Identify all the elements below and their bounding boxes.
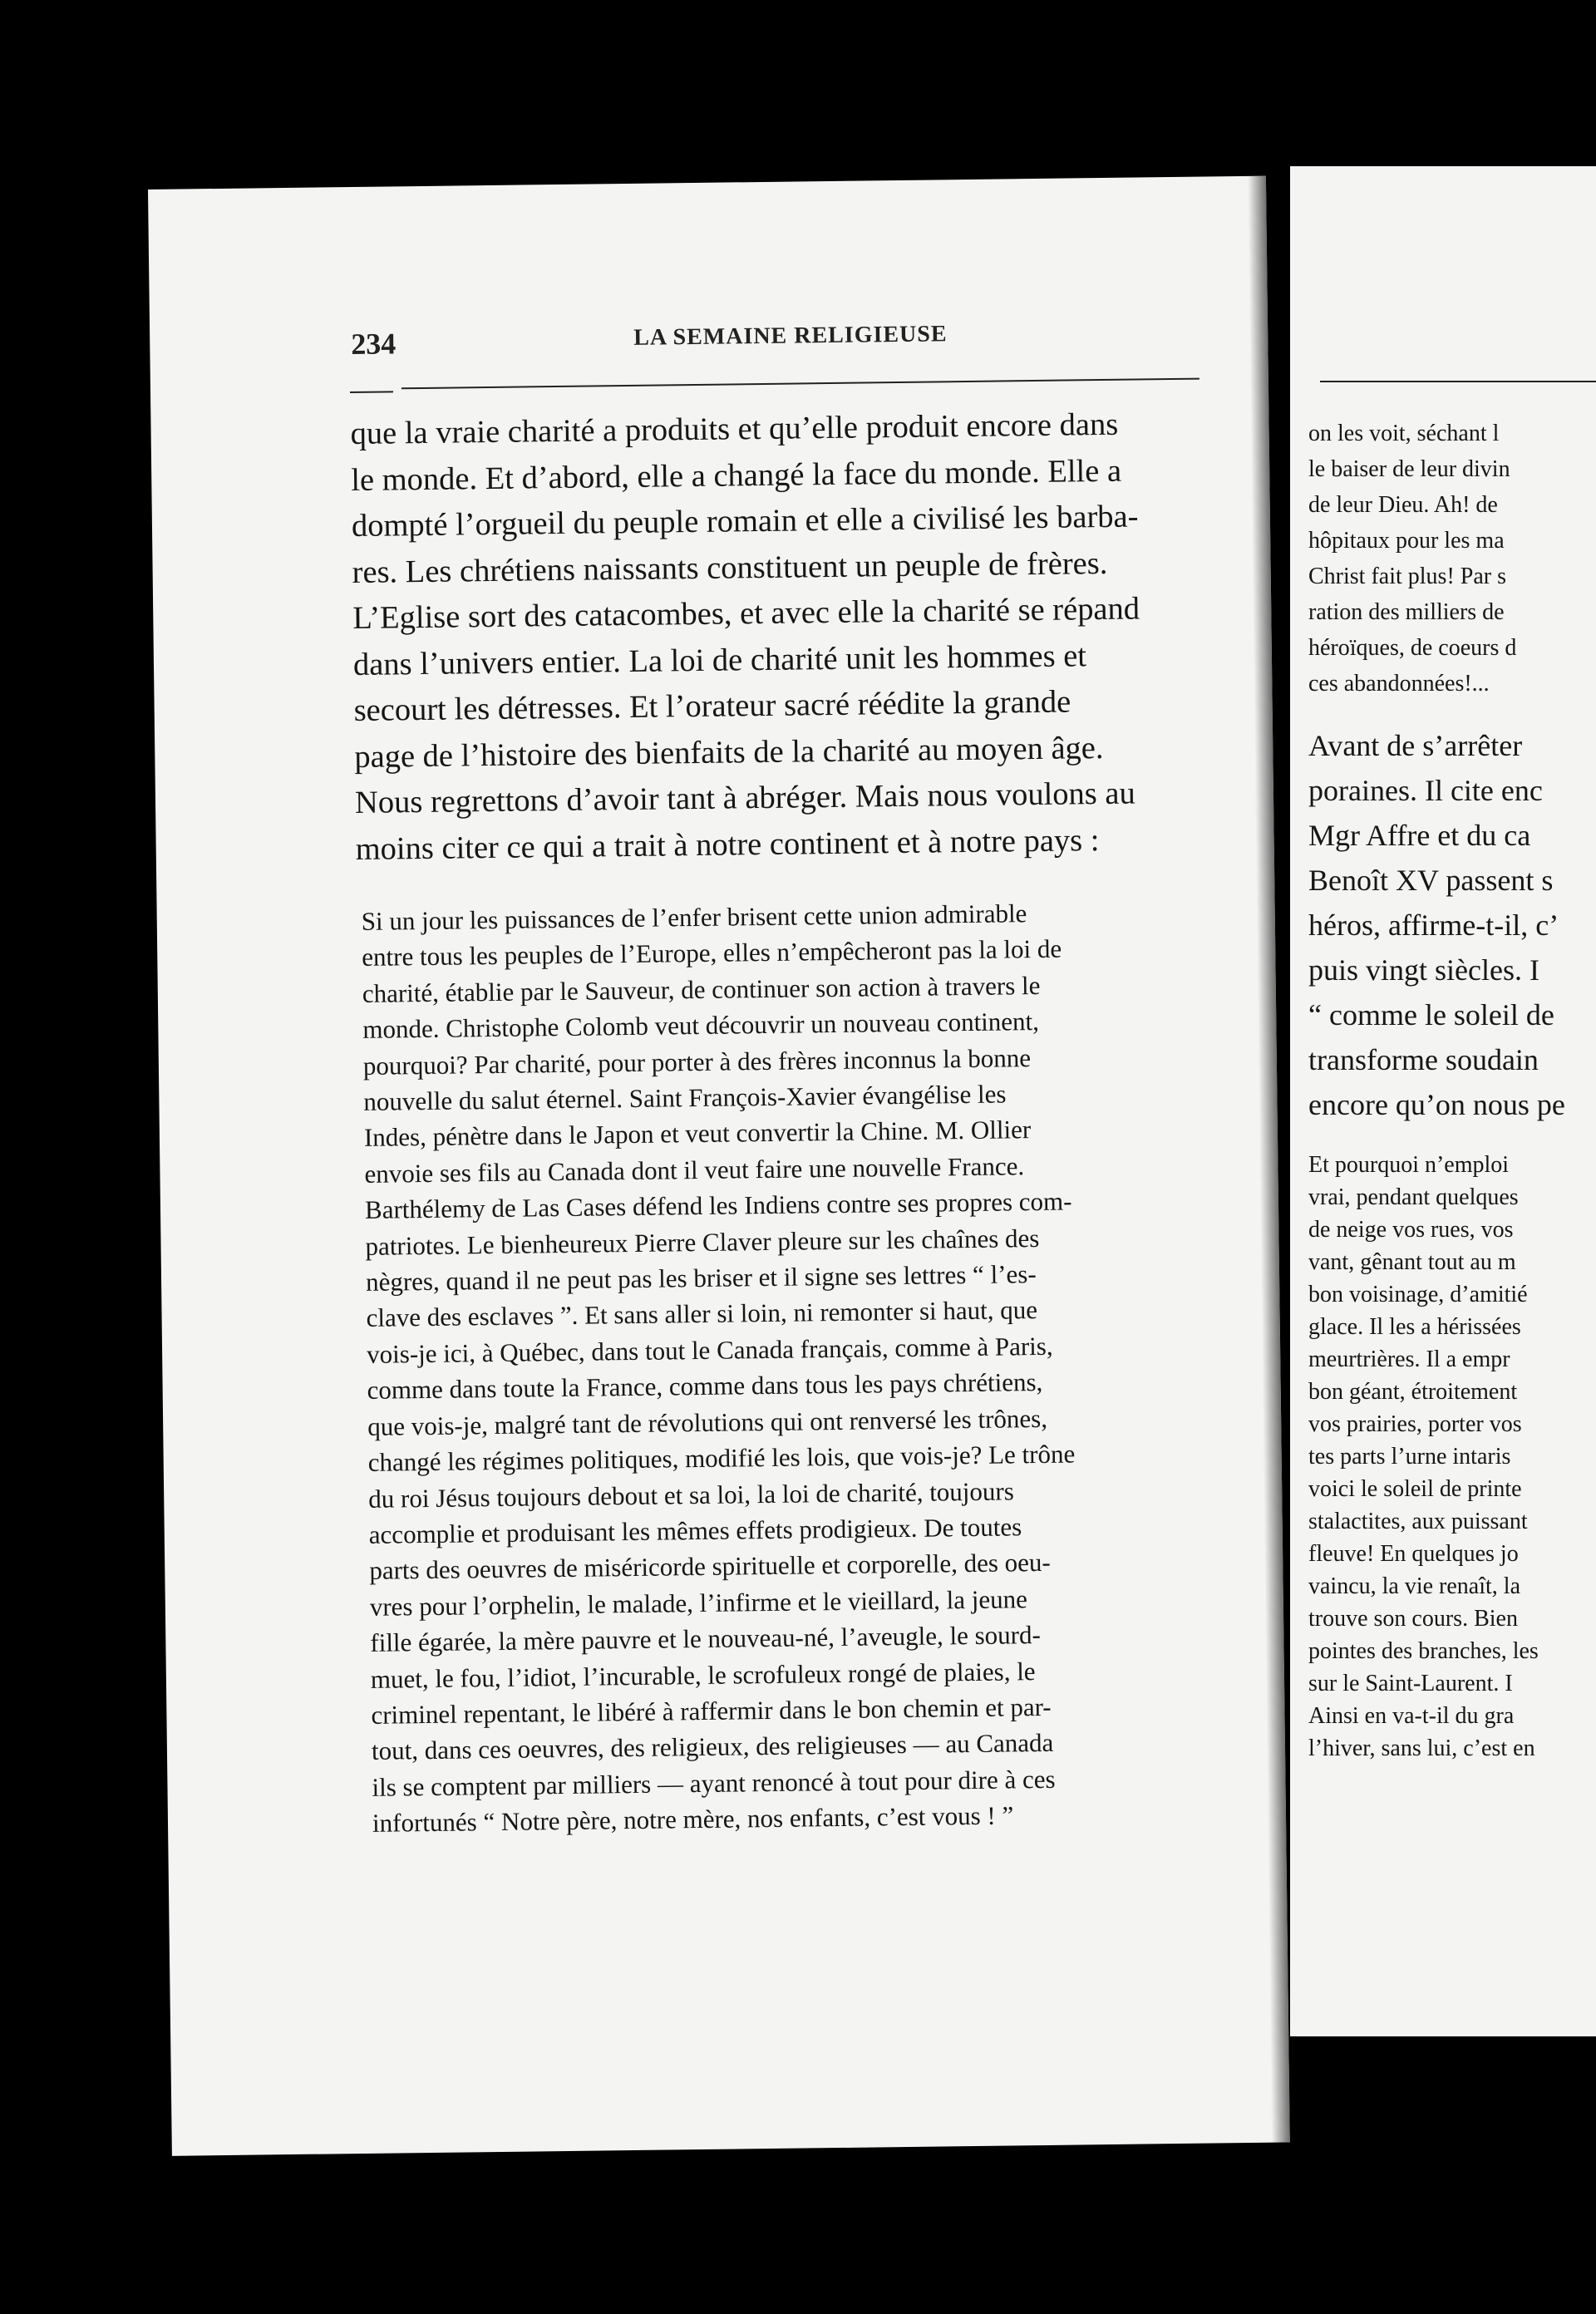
text-line: page de l’histoire des bienfaits de la charité au moyen âge. [354,730,1104,775]
right-page-text [1308,416,1596,1765]
quote-line: nègres, quand il ne peut pas les briser et il signe ses lettres “ l’es- [365,1259,1037,1297]
right-text-line: ration des milliers de [1308,599,1505,625]
right-text-line: vaincu, la vie renaît, la [1308,1573,1520,1599]
right-text-line: vant, gênant tout au m [1308,1249,1516,1275]
text-line: dans l’univers entier. La loi de charité unit les hommes et [352,638,1087,682]
right-text-line: on les voit, séchant l [1308,421,1500,446]
right-text-line: tes parts l’urne intaris [1308,1444,1511,1470]
quote-line: monde. Christophe Colomb veut découvrir un nouveau continent, [362,1007,1040,1045]
right-text-line: Christ fait plus! Par s [1308,564,1506,589]
quote-line: pourquoi? Par charité, pour porter à des frères inconnus la bonne [362,1042,1032,1081]
quote-line: accomplie et produisant les mêmes effets prodigieux. De toutes [368,1512,1022,1549]
quote-line: charité, établie par le Sauveur, de continuer son action à travers le [362,970,1041,1008]
right-text-line: transforme soudain [1308,1043,1539,1076]
right-text-line: fleuve! En quelques jo [1308,1541,1519,1567]
quote-line: envoie ses fils au Canada dont il veut faire une nouvelle France. [364,1151,1025,1189]
page-number: 234 [351,327,397,362]
right-text-line: sur le Saint-Laurent. I [1308,1671,1513,1696]
right-text-line: glace. Il les a hérissées [1308,1314,1521,1340]
text-line: Nous regrettons d’avoir tant à abréger. Mais nous voulons au [354,775,1135,821]
right-text-line: encore qu’on nous pe [1308,1088,1565,1121]
right-text-line: Mgr Affre et du ca [1308,819,1531,852]
right-text-line: stalactites, aux puissant [1308,1509,1528,1534]
right-text-line: ces abandonnées!... [1308,671,1490,697]
quote-line: vres pour l’orphelin, le malade, l’infirme et le vieillard, la jeune [369,1583,1028,1622]
right-text-line: pointes des branches, les [1308,1638,1539,1664]
text-line: L’Eglise sort des catacombes, et avec elle la charité se répand [352,591,1140,637]
right-text-line: “ comme le soleil de [1308,998,1554,1031]
right-block-1 [1308,416,1596,702]
right-text-line: Avant de s’arrêter [1308,729,1523,762]
quote-line: du roi Jésus toujours debout et sa loi, la loi de charité, toujours [368,1475,1015,1514]
right-text-line: bon géant, étroitement [1308,1379,1518,1405]
text-line: dompté l’orgueil du peuple romain et elle a civilisé les barba- [351,499,1139,544]
right-block-3 [1308,1149,1596,1765]
quote-line: Indes, pénètre dans le Japon et veut convertir la Chine. M. Ollier [363,1115,1032,1153]
quote-line: tout, dans ces oeuvres, des religieux, des religieuses — au Canada [371,1728,1054,1766]
main-text [350,401,1237,873]
quote-line: nouvelle du salut éternel. Saint François-Xavier évangélise les [363,1079,1007,1116]
gutter-shadow [1248,176,1290,2143]
right-text-line: hôpitaux pour les ma [1308,528,1505,554]
right-text-line: l’hiver, sans lui, c’est en [1308,1736,1535,1761]
right-text-line: héroïques, de coeurs d [1308,635,1517,661]
right-page [1290,166,1596,2036]
quote-line: criminel repentant, le libéré à raffermir dans le bon chemin et par- [371,1691,1052,1730]
quote-line: parts des oeuvres de miséricorde spirituelle et corporelle, des oeu- [369,1548,1051,1586]
left-page [148,176,1290,2156]
right-text-line: vrai, pendant quelques [1308,1184,1519,1210]
right-text-line: bon voisinage, d’amitié [1308,1282,1528,1307]
quote-line: que vois-je, malgré tant de révolutions qui ont renversé les trônes, [367,1403,1048,1441]
right-text-line: poraines. Il cite enc [1308,774,1543,807]
right-text-line: le baiser de leur divin [1308,456,1510,482]
right-text-line: Et pourquoi n’emploi [1308,1152,1510,1178]
right-block-2 [1308,723,1596,1127]
right-header-rule [1320,381,1596,382]
text-line: res. Les chrétiens naissants constituent un peuple de frères. [352,545,1108,590]
text-line: que la vraie charité a produits et qu’elle produit encore dans [350,406,1119,452]
quote-line: clave des esclaves ”. Et sans aller si loin, ni remonter si haut, que [366,1295,1038,1333]
quote-line: changé les régimes politiques, modifié les lois, que vois-je? Le trône [367,1439,1076,1477]
text-line: le monde. Et d’abord, elle a changé la face du monde. Elle a [351,453,1122,498]
quote-line: ils se comptent par milliers — ayant renoncé à tout pour dire à ces [372,1764,1056,1802]
quote-line: Si un jour les puissances de l’enfer brisent cette union admirable [361,899,1027,936]
right-text-line: de neige vos rues, vos [1308,1217,1514,1243]
page-header [351,308,1290,371]
quote-line: comme dans toute la France, comme dans tous les pays chrétiens, [367,1367,1043,1406]
right-text-line: Benoît XV passent s [1308,864,1554,897]
header-rule [401,378,1199,390]
right-text-line: vos prairies, porter vos [1308,1411,1522,1437]
text-line: secourt les détresses. Et l’orateur sacré réédite la grande [353,684,1071,729]
right-text-line: de leur Dieu. Ah! de [1308,492,1498,518]
quote-line: patriotes. Le bienheureux Pierre Claver pleure sur les chaînes des [365,1223,1040,1261]
right-text-line: héros, affirme-t-il, c’ [1308,908,1559,942]
quoted-passage [362,893,1256,1841]
quote-line: fille égarée, la mère pauvre et le nouveau-né, l’aveugle, le sourd- [370,1620,1042,1657]
right-text-line: trouve son cours. Bien [1308,1606,1518,1632]
right-text-line: meurtrières. Il a empr [1308,1347,1510,1372]
header-rule-short [350,391,393,393]
right-text-line: voici le soleil de printe [1308,1476,1522,1502]
right-text-line: Ainsi en va-t-il du gra [1308,1703,1515,1729]
quote-line: entre tous les peuples de l’Europe, elles n’empêcheront pas la loi de [362,934,1062,972]
quote-line: Barthélemy de Las Cases défend les Indiens contre ses propres com- [364,1186,1072,1225]
quote-line: vois-je ici, à Québec, dans tout le Canada français, comme à Paris, [366,1331,1053,1369]
right-text-line: puis vingt siècles. I [1308,953,1539,987]
running-head: LA SEMAINE RELIGIEUSE [633,321,948,351]
quote-line: infortunés “ Notre père, notre mère, nos enfants, c’est vous ! ” [372,1800,1014,1839]
text-line: moins citer ce qui a trait à notre continent et à notre pays : [355,822,1100,867]
quote-line: muet, le fou, l’idiot, l’incurable, le scrofuleux rongé de plaies, le [370,1656,1036,1694]
